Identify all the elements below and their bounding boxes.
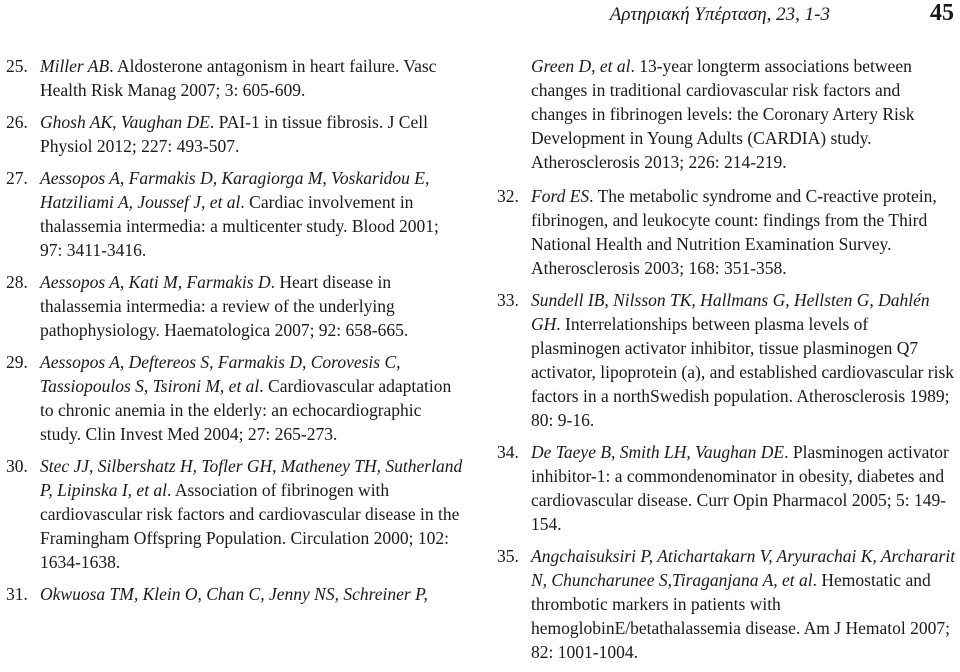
reference-34 [497, 440, 957, 536]
reference-number: 30. [6, 456, 28, 476]
reference-authors: Sundell IB, Nilsson TK, Hallmans G, Hellsten G, Dahlén GH [531, 290, 930, 334]
reference-32 [497, 184, 957, 280]
reference-text: . Plasminogen activator inhibitor-1: a commondenominator in obesity, diabetes and cardiovascular disease. Curr Opin Pharmacol 2005; 5: 149-154. [531, 442, 949, 534]
reference-text: . Hemostatic and thrombotic markers in patients with hemoglobinE/betathalassemia disease. Am J Hematol 2007; 82: 1001-1004. [531, 570, 950, 662]
reference-31-continued [497, 54, 957, 174]
reference-number: 31. [6, 584, 28, 604]
reference-25 [6, 54, 464, 102]
reference-26 [6, 110, 464, 158]
page-number: 45 [930, 0, 954, 26]
reference-authors: Ford ES [531, 186, 590, 206]
reference-30 [6, 454, 464, 574]
reference-authors: Aessopos A, Kati M, Farmakis D [40, 272, 271, 292]
reference-text: . Heart disease in thalassemia intermedia: a review of the underlying pathophysiology. Haematologica 2007; 92: 658-665. [40, 272, 409, 340]
reference-number: 27. [6, 168, 28, 188]
reference-authors: Aessopos A, Farmakis D, Karagiorga M, Voskaridou E, Hatziliami A, Joussef J, et al [40, 168, 430, 212]
reference-31 [6, 582, 464, 606]
reference-authors: Aessopos A, Deftereos S, Farmakis D, Corovesis C, Tassiopoulos S, Tsironi M, et al [40, 352, 401, 396]
reference-27 [6, 166, 464, 262]
reference-authors: Green D, et al [531, 56, 631, 76]
reference-authors: Angchaisuksiri P, Atichartakarn V, Aryurachai K, Archararit N, Chuncharunee S,Tiraganjana A, et al [531, 546, 956, 590]
reference-authors: Okwuosa TM, Klein O, Chan C, Jenny NS, Schreiner P, [40, 584, 428, 604]
reference-number: 29. [6, 352, 28, 372]
reference-authors: De Taeye B, Smith LH, Vaughan DE [531, 442, 785, 462]
left-column [6, 54, 464, 614]
reference-number: 26. [6, 112, 28, 132]
reference-authors: Stec JJ, Silbershatz H, Tofler GH, Matheney TH, Sutherland P, Lipinska I, et al [40, 456, 463, 500]
reference-text: . Association of fibrinogen with cardiovascular risk factors and cardiovascular disease in the Framingham Offspring Population. Circulation 2000; 102: 1634-1638. [40, 480, 460, 572]
reference-35 [497, 544, 957, 664]
reference-number: 32. [497, 186, 519, 206]
reference-authors: Ghosh AK, Vaughan DE [40, 112, 210, 132]
reference-text: . Cardiovascular adaptation to chronic anemia in the elderly: an echocardiographic study. Clin Invest Med 2004; 27: 265-273. [40, 376, 452, 444]
reference-text: . 13-year longterm associations between changes in traditional cardiovascular risk factors and changes in fibrinogen levels: the Coronary Artery Risk Development in Young Adults (CARDIA) study. Atherosclerosis 2013; 226: 214-219. [531, 56, 915, 172]
reference-29 [6, 350, 464, 446]
reference-33 [497, 288, 957, 432]
reference-28 [6, 270, 464, 342]
running-title: Αρτηριακή Υπέρταση, 23, 1-3 [609, 4, 830, 25]
reference-text: . Interrelationships between plasma levels of plasminogen activator inhibitor, tissue plasminogen Q7 activator, lipoprotein (a), and established cardiovascular risk factors in a northSwedish population. Atherosclerosis 1989; 80: 9-16. [531, 314, 955, 430]
reference-text: . Aldosterone antagonism in heart failure. Vasc Health Risk Manag 2007; 3: 605-609. [40, 56, 437, 100]
right-column [497, 54, 957, 672]
reference-number: 25. [6, 56, 28, 76]
reference-number: 34. [497, 442, 519, 462]
reference-text: . Cardiac involvement in thalassemia intermedia: a multicenter study. Blood 2001; 97: 3411-3416. [40, 192, 439, 260]
reference-number: 33. [497, 290, 519, 310]
reference-authors: Miller AB [40, 56, 110, 76]
reference-text: . The metabolic syndrome and C-reactive protein, fibrinogen, and leukocyte count: findings from the Third National Health and Nutrition Examination Survey. Atherosclerosis 2003; 168: 351-358. [531, 186, 937, 278]
page-header [0, 0, 960, 40]
reference-number: 35. [497, 546, 519, 566]
reference-text: . PAI-1 in tissue fibrosis. J Cell Physiol 2012; 227: 493-507. [40, 112, 428, 156]
reference-number: 28. [6, 272, 28, 292]
